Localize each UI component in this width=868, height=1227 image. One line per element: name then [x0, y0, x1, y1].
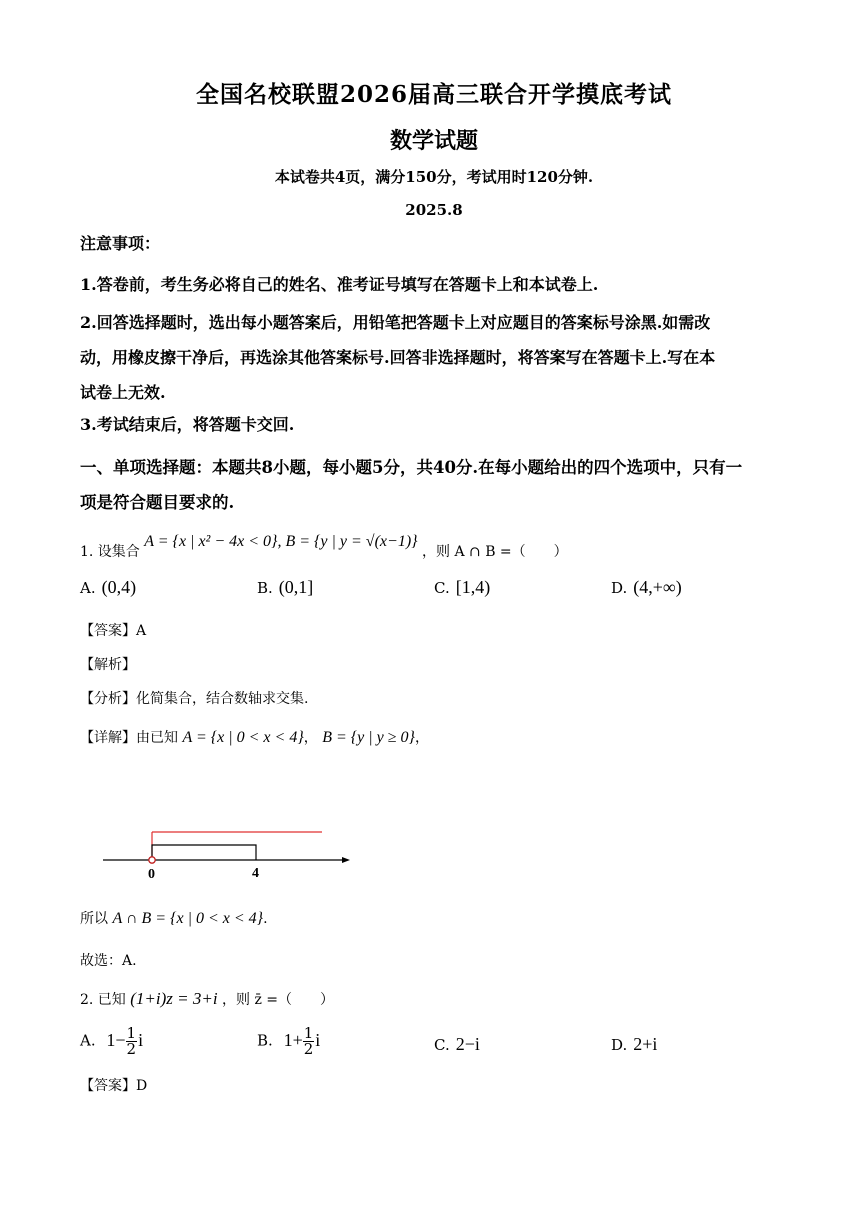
section-1-line-1: 一、单项选择题：本题共8小题，每小题5分，共40分.在每小题给出的四个选项中，只有一	[80, 458, 743, 477]
q2-suffix: ，则 z̄ =（ ）	[222, 992, 335, 1008]
set-a-interval	[152, 845, 256, 860]
subject-title: 数学试题	[389, 128, 478, 154]
q1-conclusion: 所以 A ∩ B = {x | 0 < x < 4}.	[80, 910, 268, 927]
q2-option-a-den: 2	[126, 1040, 137, 1058]
q2-answer: 【答案】D	[80, 1078, 148, 1094]
q1-detail-prefix: 【详解】由已知	[80, 730, 178, 746]
q1-option-a-value: (0,4)	[101, 577, 137, 597]
notice-item-2-line-3: 试卷上无效.	[80, 383, 166, 402]
q1-sets: A = {x | x² − 4x < 0}, B = {y | y = √(x−1)}	[144, 533, 418, 550]
q1-answer: 【答案】A	[80, 623, 147, 639]
q1-option-d	[611, 577, 682, 598]
q1-option-b-label: B.	[257, 579, 273, 597]
q1-conclusion-prefix: 所以	[80, 911, 108, 927]
section-1-heading	[80, 450, 796, 520]
q2-option-b	[257, 1026, 320, 1057]
q1-option-a	[80, 577, 136, 598]
q2-option-d-label: D.	[611, 1036, 628, 1054]
exam-info: 本试卷共4页，满分150分，考试用时120分钟.	[274, 168, 594, 186]
q1-option-b	[257, 577, 313, 598]
q2-option-b-label: B.	[257, 1031, 273, 1050]
exam-title: 全国名校联盟2026届高三联合开学摸底考试	[195, 81, 672, 108]
q2-option-b-den: 2	[303, 1040, 314, 1058]
q2-option-a-post: i	[138, 1029, 144, 1050]
q2-option-a-num: 1	[126, 1024, 137, 1042]
q1-stem	[80, 533, 796, 563]
q1-choose: 故选：A.	[80, 953, 137, 969]
number-line-diagram	[100, 825, 360, 885]
notice-heading: 注意事项：	[80, 234, 161, 253]
q1-option-d-label: D.	[611, 579, 628, 597]
exam-date: 2025.8	[405, 201, 463, 219]
notice-item-1: 1.答卷前，考生务必将自己的姓名、准考证号填写在答题卡上和本试卷上.	[80, 275, 599, 294]
number-line-label-4: 4	[252, 866, 259, 881]
q2-option-d-value: 2+i	[633, 1034, 658, 1054]
q1-detail-set-a: A = {x | 0 < x < 4}	[182, 729, 304, 746]
q2-option-a	[80, 1026, 143, 1057]
q2-option-b-fraction	[303, 1026, 315, 1057]
q1-detail: 【详解】由已知 A = {x | 0 < x < 4}， B = {y | y ≥ 0}，	[80, 729, 429, 746]
q1-option-b-value: (0,1]	[278, 577, 314, 597]
q1-option-a-label: A.	[80, 579, 96, 597]
q1-option-c-value: [1,4)	[455, 577, 491, 597]
axis-arrow-icon	[342, 857, 350, 863]
q2-stem	[80, 988, 796, 1011]
notice-item-2	[80, 305, 796, 410]
q2-option-c-value: 2−i	[455, 1034, 480, 1054]
q1-option-c	[434, 577, 490, 598]
q2-prefix: 2. 已知	[80, 992, 126, 1008]
notice-item-2-line-1: 2.回答选择题时，选出每小题答案后，用铅笔把答题卡上对应题目的答案标号涂黑.如需改	[80, 313, 711, 332]
q2-option-c	[434, 1034, 480, 1055]
q1-conclusion-expr: A ∩ B = {x | 0 < x < 4}	[112, 910, 264, 927]
notice-item-2-line-2: 动，用橡皮擦干净后，再选涂其他答案标号.回答非选择题时，将答案写在答题卡上.写在本	[80, 348, 716, 367]
q1-suffix: ，则 A ∩ B =（ ）	[422, 544, 568, 560]
q1-option-d-value: (4,+∞)	[633, 577, 682, 597]
origin-open-dot	[149, 857, 155, 863]
q2-option-c-label: C.	[434, 1036, 450, 1054]
q2-option-a-pre: 1−	[106, 1029, 126, 1050]
q1-option-c-label: C.	[434, 579, 450, 597]
q1-prefix: 1. 设集合	[80, 544, 140, 560]
number-line-label-0: 0	[148, 867, 155, 882]
q1-detail-set-b: B = {y | y ≥ 0}	[322, 729, 415, 746]
section-1-line-2: 项是符合题目要求的.	[80, 493, 235, 512]
q2-option-b-num: 1	[303, 1024, 314, 1042]
notice-item-3: 3.考试结束后，将答题卡交回.	[80, 415, 295, 434]
q1-analysis-title: 【解析】	[80, 657, 136, 673]
q2-option-d	[611, 1034, 657, 1055]
q2-option-a-fraction	[126, 1026, 138, 1057]
q1-fenxi: 【分析】化简集合，结合数轴求交集.	[80, 691, 309, 707]
q2-option-b-post: i	[315, 1029, 321, 1050]
q2-option-a-label: A.	[80, 1031, 96, 1050]
q2-expr: (1+i)z = 3+i	[130, 989, 218, 1008]
q2-option-b-pre: 1+	[283, 1029, 303, 1050]
